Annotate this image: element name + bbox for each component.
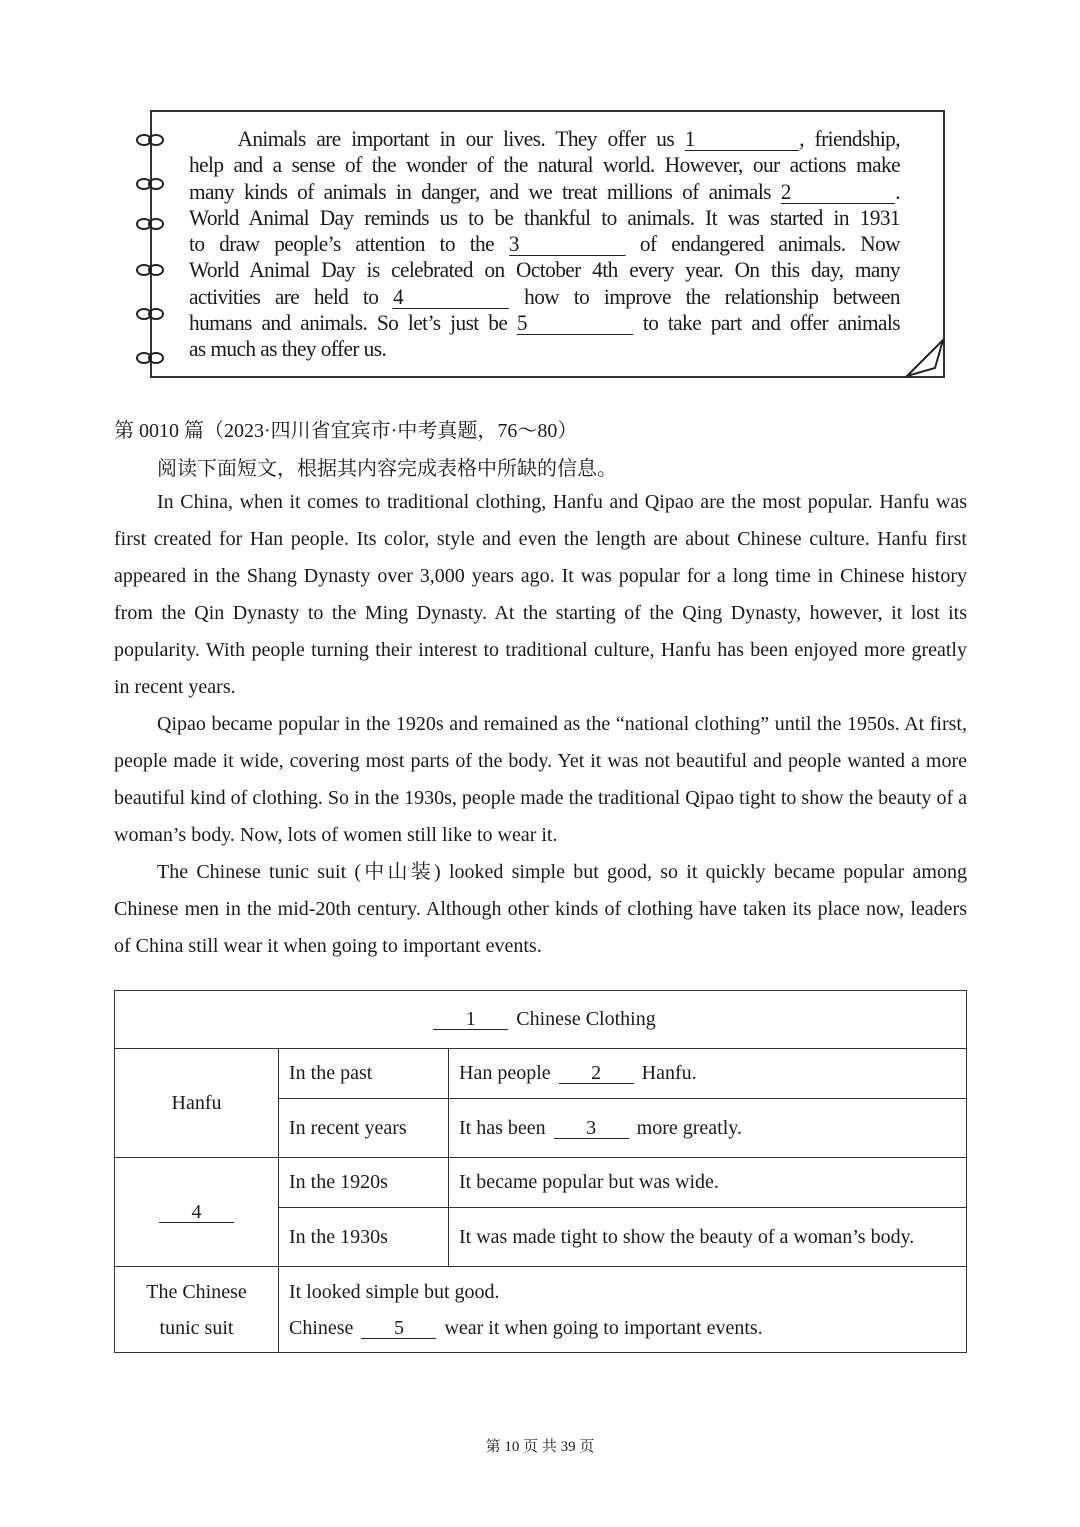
blank-3: 3 bbox=[509, 233, 625, 256]
paragraph: In China, when it comes to traditional clothing, Hanfu and Qipao are the most popular. Hanfu was first created for Han people. Its color, style and even the length are about Chinese culture. Hanfu first appeared in the Shang Dynasty over 3,000 years ago. It was popular for a long time in Chinese history from the Qin Dynasty to the Ming Dynasty. At the starting of the Qing Dynasty, however, it lost its popularity. With people turning their interest to traditional culture, Hanfu has been enjoyed more greatly in recent years. bbox=[114, 491, 967, 698]
cell: Han people 2 Hanfu. bbox=[449, 1049, 967, 1099]
cell: It was made tight to show the beauty of a woman’s body. bbox=[449, 1208, 967, 1267]
reading-passage bbox=[114, 484, 967, 965]
note-line: to draw people’s attention to the 3 of endangered animals. Now bbox=[189, 231, 901, 257]
row-header: Hanfu bbox=[115, 1049, 279, 1158]
note-line: Animals are important in our lives. They offer us 1 , friendship, bbox=[237, 126, 901, 151]
cell: In recent years bbox=[279, 1099, 449, 1158]
clothing-table bbox=[114, 990, 967, 1353]
row-header: The Chinese tunic suit bbox=[115, 1267, 279, 1353]
cell: It became popular but was wide. bbox=[449, 1158, 967, 1208]
paragraph: The Chinese tunic suit (中山装) looked simple but good, so it quickly became popular among Chinese men in the mid-20th century. Although other kinds of clothing have taken its place now, leaders of China still wear it when going to important events. bbox=[114, 861, 967, 957]
blank-2: 2 bbox=[559, 1063, 634, 1084]
ring-icon bbox=[136, 308, 166, 318]
note-line: activities are held to 4 how to improve the relationship between bbox=[189, 283, 901, 309]
note-line: many kinds of animals in danger, and we treat millions of animals 2 . bbox=[189, 178, 900, 204]
note-line: as much as they offer us. bbox=[189, 336, 387, 362]
blank-5: 5 bbox=[361, 1318, 436, 1339]
section-heading: 第 0010 篇（2023·四川省宜宾市·中考真题，76～80） bbox=[114, 420, 578, 442]
page-number: 第 10 页 共 39 页 bbox=[485, 1439, 595, 1455]
cell: In the past bbox=[279, 1049, 449, 1099]
blank-4: 4 bbox=[393, 286, 509, 309]
instruction: 阅读下面短文，根据其内容完成表格中所缺的信息。 bbox=[157, 458, 617, 480]
note-line: humans and animals. So let’s just be 5 to take part and offer animals bbox=[189, 310, 901, 336]
blank-1: 1 bbox=[685, 128, 799, 151]
ring-icon bbox=[136, 264, 166, 274]
row-header bbox=[115, 1158, 279, 1267]
note-line: World Animal Day is celebrated on October 4th every year. On this day, many bbox=[189, 257, 901, 283]
ring-icon bbox=[136, 352, 166, 362]
ring-icon bbox=[136, 218, 166, 228]
blank-3: 3 bbox=[554, 1118, 629, 1139]
ring-icon bbox=[136, 178, 166, 188]
cell: It looked simple but good. Chinese 5 wear it when going to important events. bbox=[279, 1267, 967, 1353]
ring-icon bbox=[136, 134, 166, 144]
paragraph: Qipao became popular in the 1920s and remained as the “national clothing” until the 1950s. At first, people made it wide, covering most parts of the body. Yet it was not beautiful and people wanted a more beautiful kind of clothing. So in the 1930s, people made the traditional Qipao tight to show the beauty of a woman’s body. Now, lots of women still like to wear it. bbox=[114, 713, 967, 846]
cell: In the 1920s bbox=[279, 1158, 449, 1208]
note-line: World Animal Day reminds us to be thankful to animals. It was started in 1931 bbox=[189, 204, 901, 230]
blank-2: 2 bbox=[781, 181, 895, 204]
blank-5: 5 bbox=[517, 312, 633, 335]
cell: It has been 3 more greatly. bbox=[449, 1099, 967, 1158]
cell: In the 1930s bbox=[279, 1208, 449, 1267]
notebook-passage bbox=[150, 110, 945, 378]
page-curl-icon bbox=[905, 338, 945, 378]
note-line: help and a sense of the wonder of the natural world. However, our actions make bbox=[189, 152, 901, 178]
blank-1: 1 bbox=[433, 1009, 508, 1030]
blank-4: 4 bbox=[159, 1202, 234, 1223]
table-title: 1 Chinese Clothing bbox=[115, 991, 967, 1049]
